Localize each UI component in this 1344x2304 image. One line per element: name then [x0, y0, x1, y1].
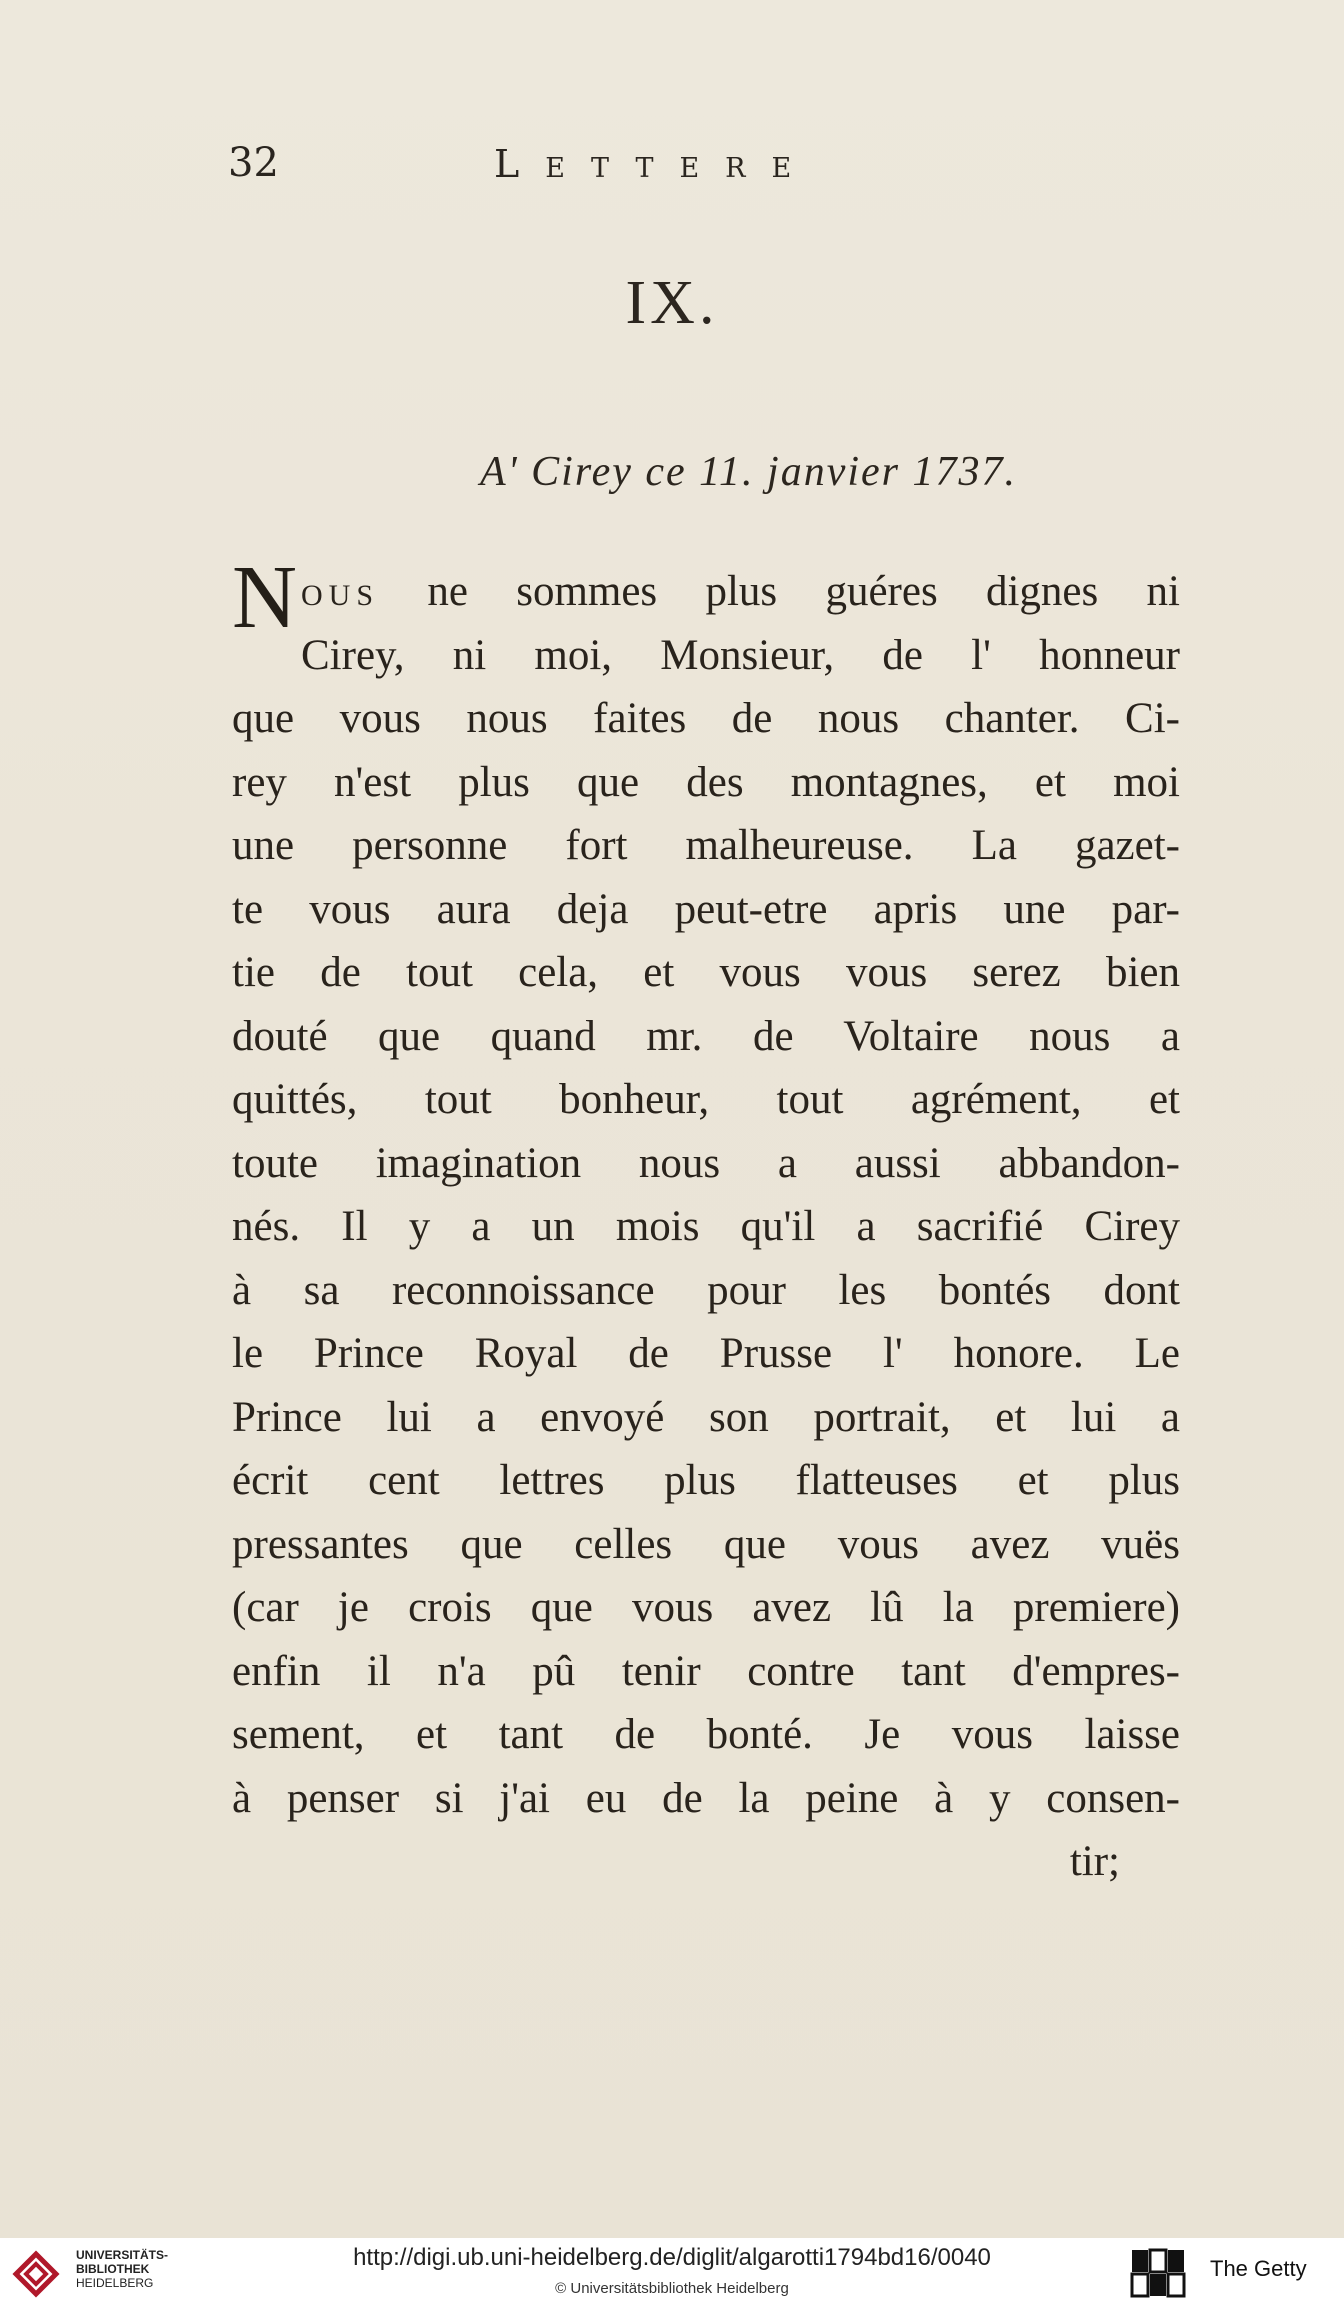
first-word-rest: ous	[301, 568, 380, 615]
text-line: douté que quand mr. de Voltaire nous a	[232, 1012, 1180, 1060]
text-line: nés. Il y a un mois qu'il a sacrifié Cirey	[232, 1203, 1180, 1250]
letter-number: IX.	[625, 269, 719, 337]
text-line: Cirey, ni moi, Monsieur, de l' honneur	[301, 631, 1180, 679]
text-line: à penser si j'ai eu de la peine à y consen-	[232, 1774, 1180, 1822]
text-line: que vous nous faites de nous chanter. Ci-	[232, 695, 1180, 742]
text-line: quittés, tout bonheur, tout agrément, et	[232, 1076, 1180, 1123]
text-line: à sa reconnoissance pour les bontés dont	[232, 1266, 1180, 1314]
text-line: rey n'est plus que des montagnes, et moi	[232, 758, 1180, 806]
getty-logo-icon	[1130, 2248, 1186, 2298]
catchword: tir;	[1069, 1838, 1120, 1885]
text-line: te vous aura deja peut-etre apris une par-	[232, 885, 1180, 933]
text-line: pressantes que celles que vous avez vuës	[232, 1520, 1180, 1568]
dateline: A' Cirey ce 11. janvier 1737.	[480, 449, 1018, 495]
text-line: Prince lui a envoyé son portrait, et lui a	[232, 1393, 1180, 1441]
library-name-line: UNIVERSITÄTS-	[76, 2248, 169, 2262]
page-number: 32	[228, 140, 279, 186]
text-line: écrit cent lettres plus flatteuses et plus	[232, 1457, 1180, 1504]
text-line: (car je crois que vous avez lû la premiere)	[232, 1584, 1180, 1631]
text-line	[232, 548, 1181, 647]
text-line: enfin il n'a pû tenir contre tant d'empres-	[232, 1647, 1180, 1695]
library-name-line: HEIDELBERG	[76, 2276, 154, 2290]
text-line: sement, et tant de bonté. Je vous laisse	[232, 1711, 1180, 1758]
partner-name: The Getty	[1210, 2256, 1307, 2281]
text-line-content: ne sommes plus guéres dignes ni	[427, 568, 1181, 615]
letter-body	[232, 548, 1181, 1894]
copyright-notice: © Universitätsbibliothek Heidelberg	[555, 2280, 789, 2297]
running-head: Lettere	[494, 142, 818, 186]
viewer-footer	[0, 2238, 1344, 2304]
text-line: une personne fort malheureuse. La gazet-	[232, 822, 1180, 869]
page-header	[228, 140, 928, 200]
text-line: tie de tout cela, et vous vous serez bien	[232, 949, 1180, 996]
library-name-line: BIBLIOTHEK	[76, 2262, 150, 2276]
drop-cap: N	[232, 548, 297, 647]
text-line: le Prince Royal de Prusse l' honore. Le	[232, 1330, 1180, 1377]
permalink-url[interactable]: http://digi.ub.uni-heidelberg.de/diglit/algarotti1794bd16/0040	[353, 2244, 991, 2271]
text-line: toute imagination nous a aussi abbandon-	[232, 1139, 1180, 1187]
